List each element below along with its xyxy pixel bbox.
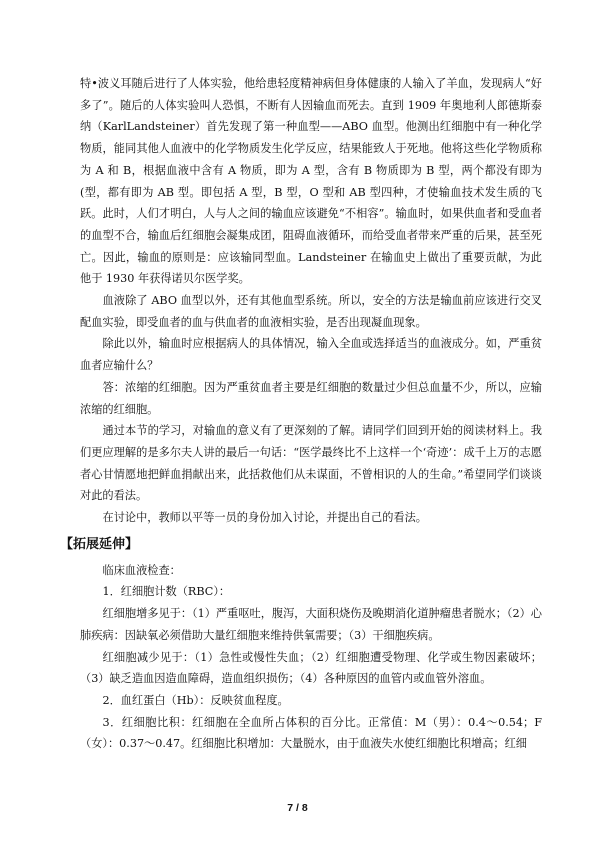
paragraph-hemoglobin: 2．血红蛋白（Hb）：反映贫血程度。	[102, 693, 289, 707]
paragraph-hematocrit: 3．红细胞比积：红细胞在全血所占体积的百分比。正常值：M（男）：0.4～0.54；F（女）：0.37～0.47。红细胞比积增加：大量脱水，由于血液失水使红细胞比积增高；红细	[80, 715, 542, 751]
paragraph-cross-matching: 血液除了 ABO 血型以外，还有其他血型系统。所以，安全的方法是输血前应该进行交叉配血实验，即受血者的血与供血者的血液相实验，是否出现凝血现象。	[80, 294, 542, 329]
paragraph-rbc-increase: 红细胞增多见于：（1）严重呕吐，腹泻，大面积烧伤及晚期消化道肿瘤患者脱水；（2）心肺疾病：因缺氧必须借助大量红细胞来维持供氧需要；（3）干细胞疾病。	[80, 607, 542, 642]
page-number: 7 / 8	[287, 802, 308, 814]
paragraph-blood-type-history: 特•波义耳随后进行了人体实验，他给患轻度精神病但身体健康的人输入了羊血，发现病人“好多了”。随后的人体实验叫人恐惧，不断有人因输血而死去。直到 1909 年奥地利人郎德斯泰纳（KarlLandsteiner）首先发现了第一种血型——ABO 血型。他测出红细胞中有一种化学物质，能同其他人血液中的化学物质发生化学反应，结果能致人于死地。他将这些化学物质称为 A 和 B，根据血液中含有 A 物质，即为 A 型，含有 B 物质即为 B 型，两个都没有即为 (型，都有即为 AB 型。即包括 A 型，B 型，O 型和 AB 型四种，才使输血技术发生质的飞跃。此时，人们才明白，人与人之间的输血应该避免“不相容”。输血时，如果供血者和受血者的血型不合，输血后红细胞会凝集成团，阻碍血液循环，而给受血者带来严重的后果，甚至死亡。因此，输血的原则是：应该输同型血。Landsteiner 在输血史上做出了重要贡献，为此他于 1930 年获得诺贝尔医学奖。	[80, 77, 542, 286]
paragraph-reflection: 通过本节的学习，对输血的意义有了更深刻的了解。请同学们回到开始的阅读材料上。我们更应理解的是多尔夫人讲的最后一句话：“医学最终比不上这样一个‘奇迹’：成千上万的志愿者心甘情愿地把鲜血捐献出来，此括救他们从未谋面，不曾相识的人的生命。”希望同学们谈谈对此的看法。	[80, 424, 542, 503]
paragraph-rbc-decrease: 红细胞减少见于：（1）急性或慢性失血；（2）红细胞遭受物理、化学或生物因素破坏；（3）缺乏造血因造血障碍，造血组织损伤；（4）各种原因的血管内或血管外溶血。	[80, 650, 542, 686]
page-body	[60, 73, 542, 755]
paragraph-clinical-tests: 临床血液检查：	[102, 563, 181, 577]
paragraph-answer: 答：浓缩的红细胞。因为严重贫血者主要是红细胞的数量过少但总血量不少，所以，应输浓缩的红细胞。	[80, 380, 542, 416]
section-heading: 【拓展延伸】	[60, 536, 139, 552]
paragraph-discussion: 在讨论中，教师以平等一员的身份加入讨论，并提出自己的看法。	[102, 511, 427, 525]
paragraph-transfusion-question: 除此以外，输血时应根据病人的具体情况，输入全血或选择适当的血液成分。如，严重贫血者应输什么？	[80, 337, 542, 373]
paragraph-rbc-count: 1．红细胞计数（RBC）：	[102, 585, 231, 599]
